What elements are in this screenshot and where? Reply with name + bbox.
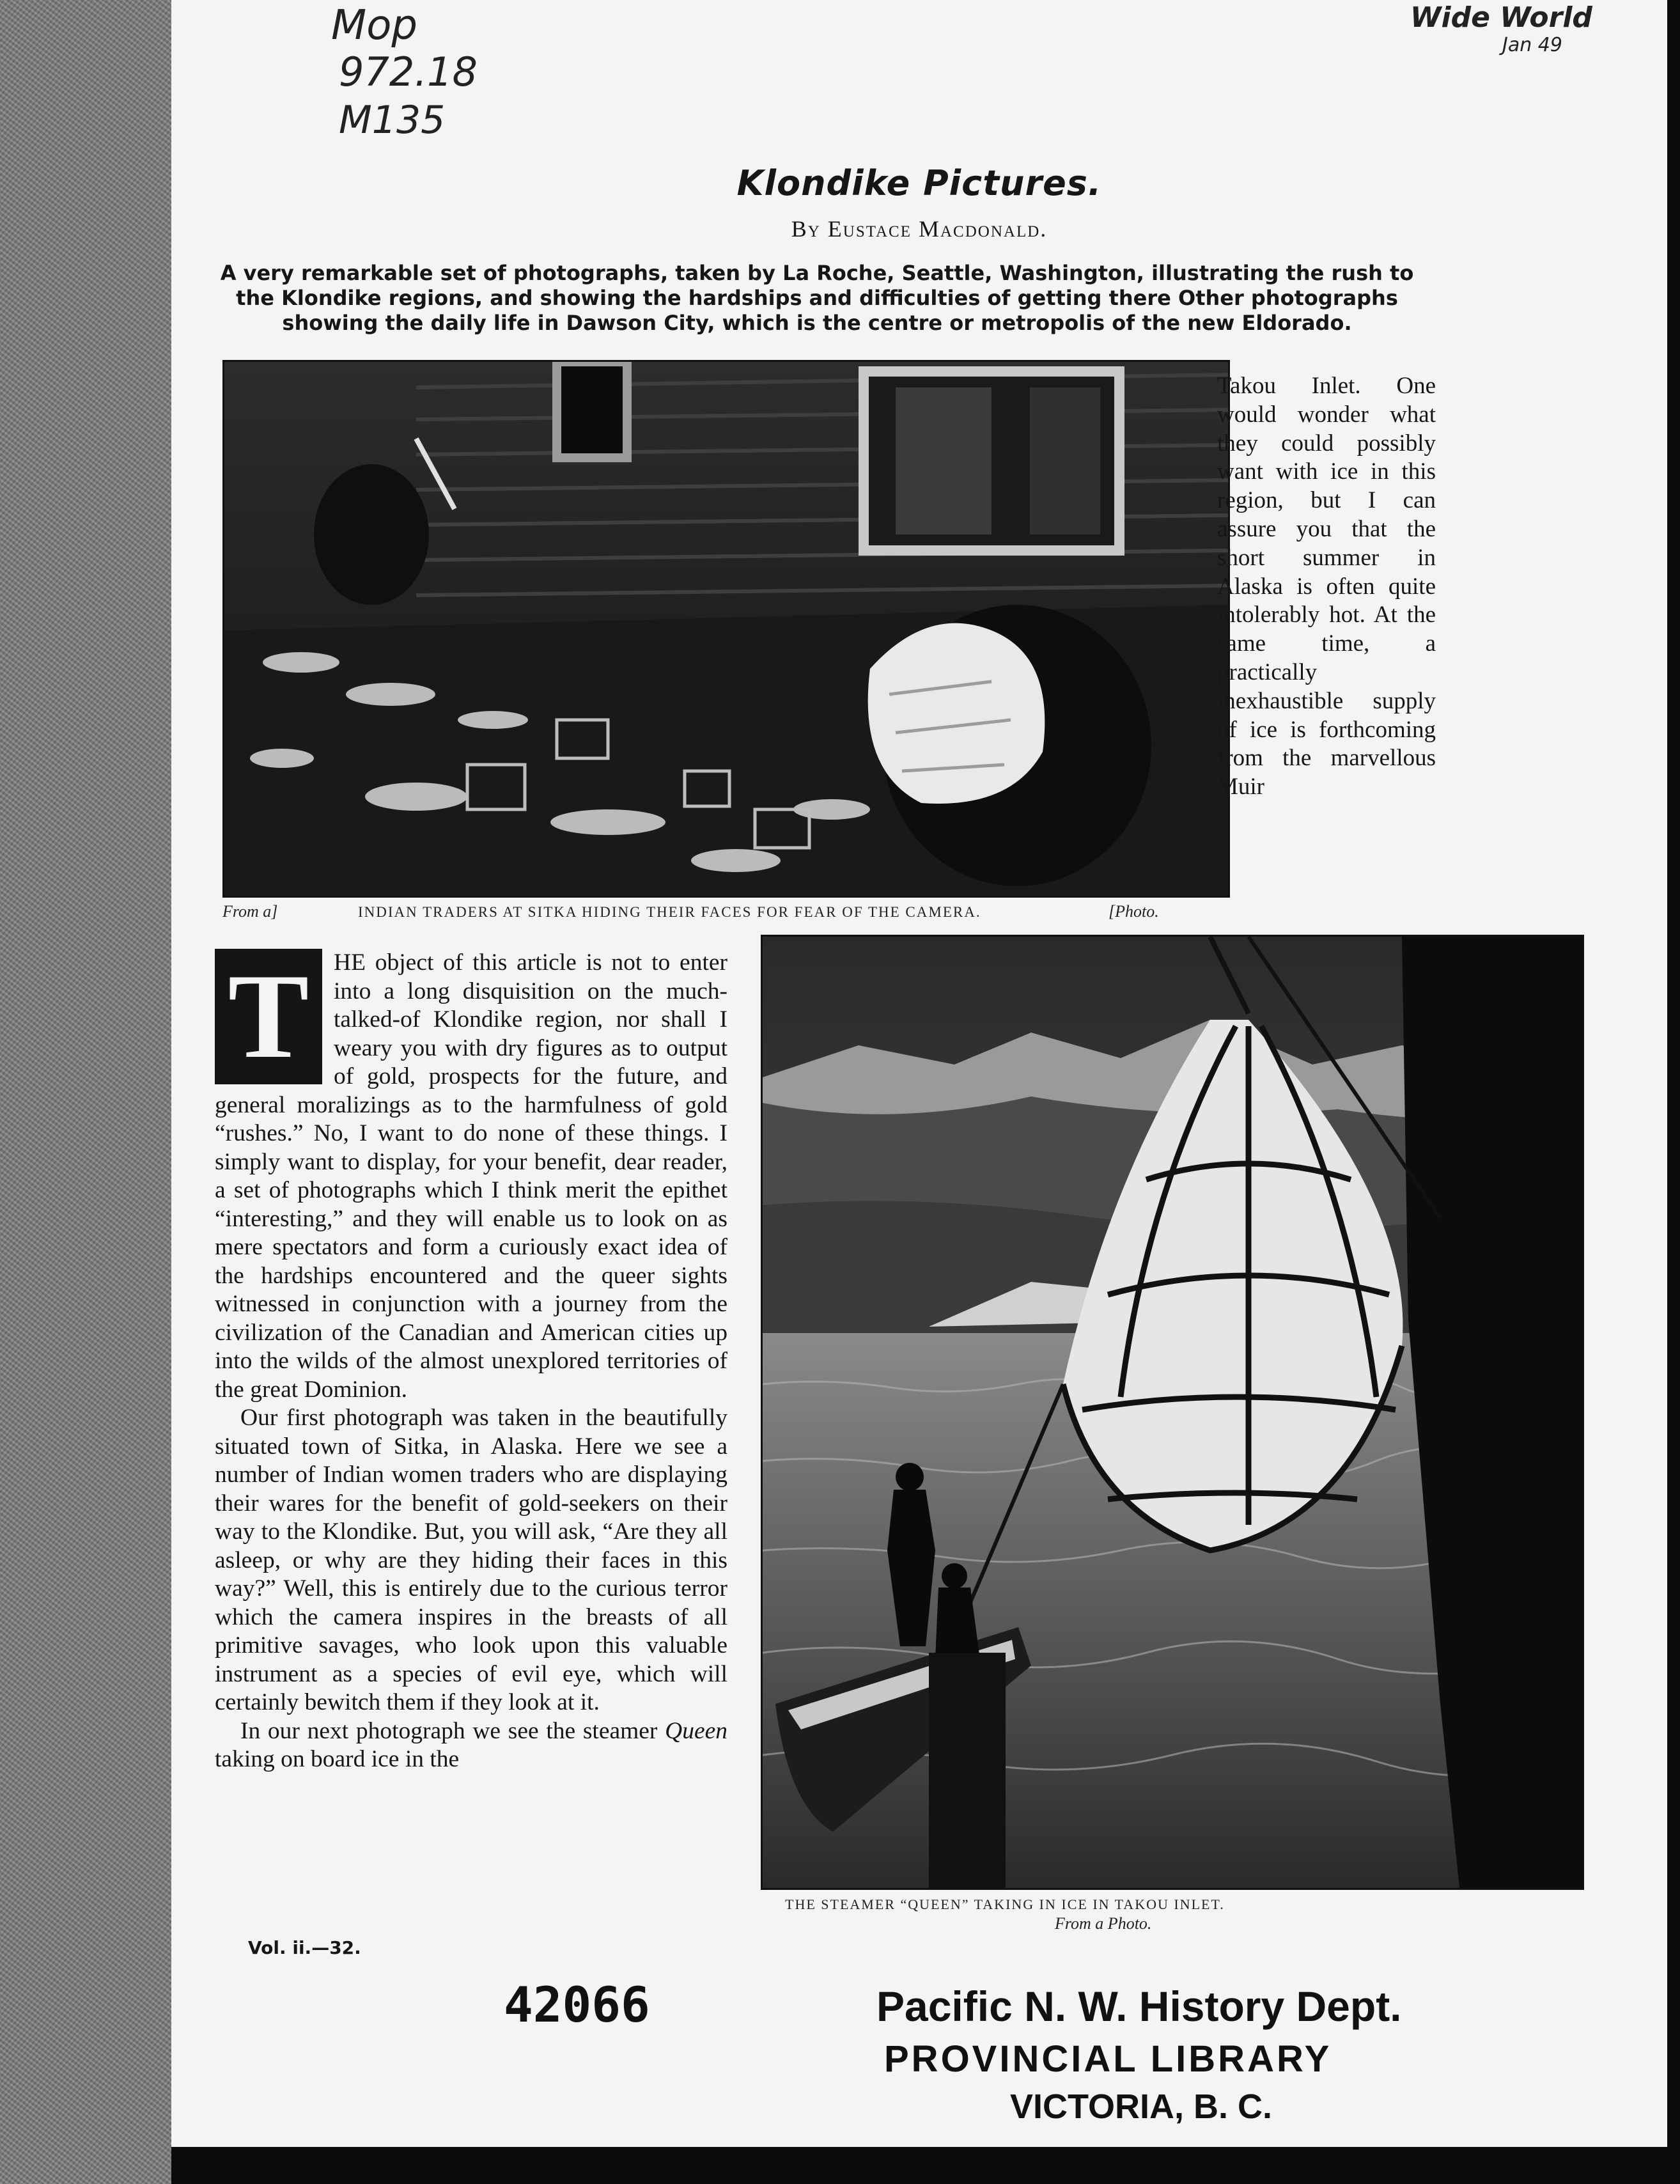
photo-steamer-credit-text: From a Photo. <box>1055 1914 1152 1933</box>
article-body <box>215 949 727 1774</box>
catalog-number: 42066 <box>504 1976 650 2033</box>
handwritten-call-number-3: M135 <box>339 98 446 143</box>
body-paragraph-3-start: In our next photograph we see the steamer <box>240 1717 665 1744</box>
article-byline: By Eustace Macdonald. <box>791 216 1048 242</box>
dropcap-letter: T <box>215 949 322 1084</box>
ship-name: Queen <box>665 1717 727 1744</box>
photo-sitka-traders <box>222 360 1230 898</box>
body-paragraph-2: Our first photograph was taken in the beautifully situated town of Sitka, in Alaska. Here we see a number of Indian women traders who are displaying their wares for the benefit of gold-seekers on their way to the Klondike. But, you will ask, “Are they all asleep, or why are they hiding their faces in this way?” Well, this is entirely due to the curious terror which the camera inspires in the breasts of all primitive savages, who look upon this valuable instrument as a species of evil eye, which will certainly bewitch them if they look at it. <box>215 1405 727 1715</box>
photo-credit-photo-text: [Photo. <box>1108 902 1159 921</box>
photo-steamer-queen <box>761 935 1584 1890</box>
handwritten-call-number-2: 972.18 <box>339 49 478 95</box>
handwritten-source-note: Wide World <box>1410 1 1592 34</box>
body-paragraph-1 <box>215 949 727 1404</box>
library-stamp-line-1: Pacific N. W. History Dept. <box>876 1983 1402 2030</box>
photo-credit-from <box>222 902 277 921</box>
article-title: Klondike Pictures. <box>736 163 1102 203</box>
library-stamp-line-2: PROVINCIAL LIBRARY <box>884 2038 1332 2080</box>
body-paragraph-3 <box>215 1717 727 1774</box>
article-intro: A very remarkable set of photographs, taken by La Roche, Seattle, Washington, illustrating the rush to the Klondike regions, and showing the hardships and difficulties of getting there Other photographs showing the daily life in Dawson City, which is the centre or metropolis of the new Eldorado. <box>220 261 1414 335</box>
handwritten-call-number-1: Mop <box>331 2 417 49</box>
body-paragraph-1-text: HE object of this article is not to enter into a long disquisition on the much-talked-of Klondike region, nor shall I weary you with dry figures as to output of gold, prospects for the future, and general moralizings as to the harmfulness of gold “rushes.” No, I want to do none of these things. I simply want to display, for your benefit, dear reader, a set of photographs which I think merit the epithet “interesting,” and they will enable us to look on as mere spectators and form a curiously exact idea of the hardships encountered and the queer sights witnessed in conjunction with a journey from the civilization of the Canadian and American cities up into the wilds of the almost unexplored territories of the great Dominion. <box>215 949 727 1403</box>
book-spine <box>0 0 171 2184</box>
photo-credit-photo <box>1108 902 1159 921</box>
volume-marker: Vol. ii.—32. <box>248 1937 361 1958</box>
steamer-queen-photo-art <box>763 937 1582 1888</box>
photo-steamer-credit <box>1055 1914 1151 1933</box>
photo-sitka-caption: INDIAN TRADERS AT SITKA HIDING THEIR FACES FOR FEAR OF THE CAMERA. <box>358 904 981 920</box>
handwritten-date-note: Jan 49 <box>1502 34 1562 56</box>
photo-steamer-caption: THE STEAMER “QUEEN” TAKING IN ICE IN TAKOU INLET. <box>785 1896 1225 1912</box>
document-page <box>171 0 1667 2147</box>
right-column-text: Takou Inlet. One would wonder what they could possibly want with ice in this region, but I can assure you that the short summer in Alaska is often quite intolerably hot. At the same time, a practically inexhaustible supply of ice is forthcoming from the marvellous Muir <box>1217 373 1436 800</box>
library-stamp-line-3: VICTORIA, B. C. <box>1010 2087 1273 2126</box>
photo-credit-from-text: From a] <box>222 902 278 921</box>
body-paragraph-3-end: taking on board ice in the <box>215 1746 460 1772</box>
sitka-traders-photo-art <box>224 362 1228 896</box>
